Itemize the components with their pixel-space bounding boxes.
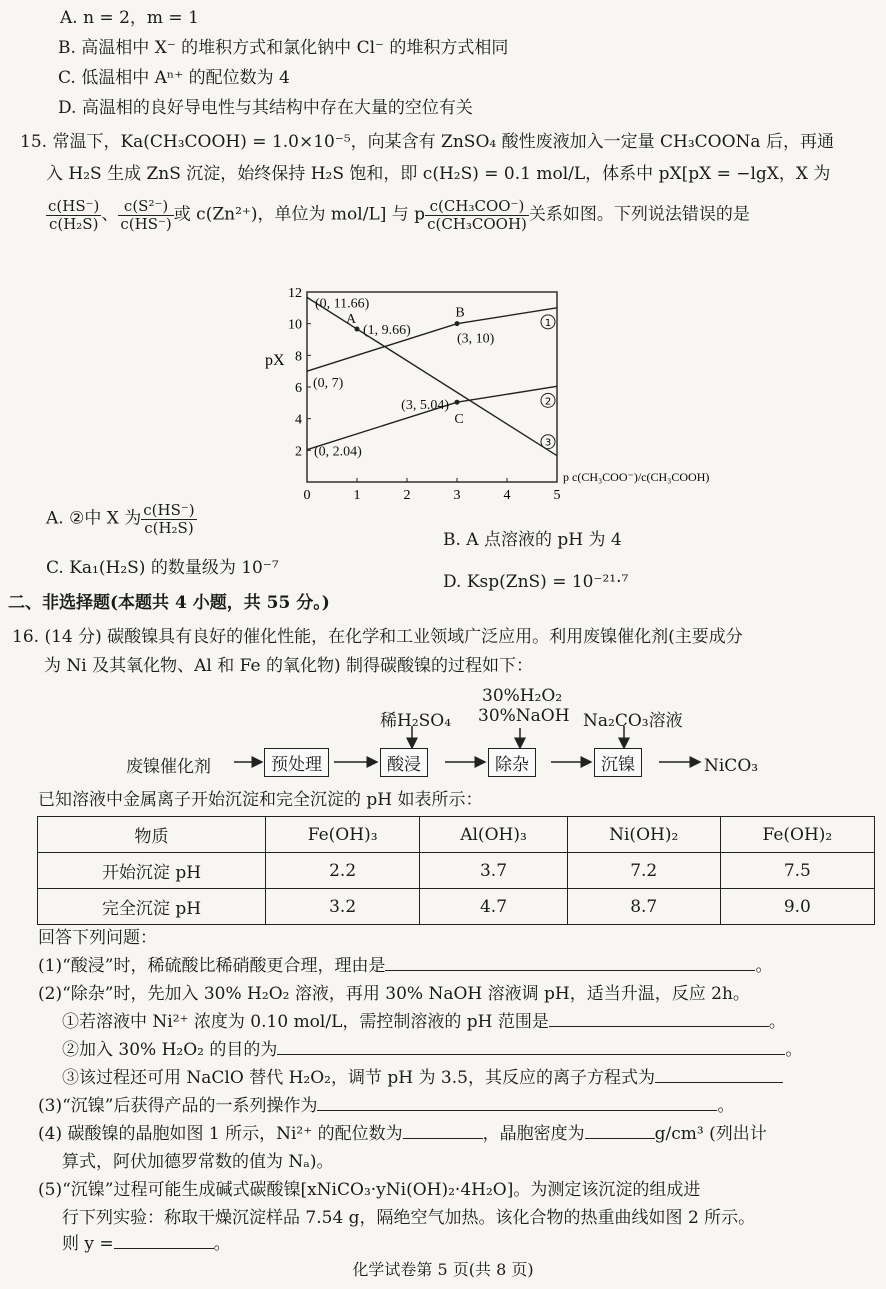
q16-sub5c: 则 y = 。 [62,1234,231,1254]
q14-option-b: B. 高温相中 X⁻ 的堆积方式和氯化钠中 Cl⁻ 的堆积方式相同 [58,38,509,58]
table-row [38,853,875,889]
table-cell: 3.7 [420,853,567,889]
q16-sub2-1: ①若溶液中 Ni²⁺ 浓度为 0.10 mol/L，需控制溶液的 pH 范围是 。 [62,1012,786,1032]
series-line [307,386,557,449]
q16-sub2-2: ②加入 30% H₂O₂ 的目的为 。 [62,1040,803,1060]
q16-sub2: (2)“除杂”时，先加入 30% H₂O₂ 溶液，再用 30% NaOH 溶液调 pH，适当升温，反应 2h。 [38,984,750,1004]
annotation-label: (3, 10) [457,331,495,347]
x-tick-label: 4 [503,488,511,503]
x-tick-label: 5 [553,488,561,503]
reagent-na2co3: Na₂CO₃溶液 [583,711,683,731]
x-tick-label: 1 [353,488,361,503]
frac-acetate: $\frac{\text{c(CH₃COO⁻)}}{\text{c(CH₃COOH)}}$ [427,197,527,233]
point-marker [455,400,460,405]
annotation-label: (0, 11.66) [315,296,370,312]
q16-sub4b: 算式，阿伏加德罗常数的值为 Nₐ)。 [62,1152,334,1172]
table-intro: 已知溶液中金属离子开始沉淀和完全沉淀的 pH 如表所示： [38,790,483,810]
series-label: 2 [544,396,552,408]
table-header: Al(OH)₃ [420,817,567,853]
y-tick-label: 10 [288,317,302,333]
px-chart [255,280,710,520]
q15-option-a: A. ②中 X 为 $\frac{c(HS^-)}{\text{c(H₂S)}}$ [46,501,195,537]
answer-intro: 回答下列问题： [38,928,157,948]
series-label: 1 [544,317,552,329]
table-cell: 3.2 [266,889,420,925]
table-cell: 7.2 [567,853,720,889]
y-tick-label: 6 [295,381,302,396]
table-header: Ni(OH)₂ [567,817,720,853]
flow-step-precipitate: 沉镍 [594,748,642,777]
reagent-h2so4: 稀H₂SO₄ [380,711,452,731]
q16-sub5: (5)“沉镍”过程可能生成碱式碳酸镍[xNiCO₃·yNi(OH)₂·4H₂O]。为测定该沉淀的组成进 [38,1180,701,1200]
q16-sub4: (4) 碳酸镍的晶胞如图 1 所示，Ni²⁺ 的配位数为 ，晶胞密度为 g/cm³ (列出计 [38,1124,767,1144]
q16-sub2-3: ③该过程还可用 NaClO 替代 H₂O₂，调节 pH 为 3.5，其反应的离子方程式为 [62,1068,783,1089]
y-tick-label: 12 [288,286,302,301]
series-line [307,305,557,371]
annotation-label: (0, 2.04) [314,444,362,460]
annotation-label: (0, 7) [313,376,344,392]
ph-table [37,816,875,925]
annotation-label: (1, 9.66) [363,323,411,339]
x-tick-label: 0 [303,488,311,503]
x-axis-label: p c(CH₃COO⁻)/c(CH₃COOH) [563,470,710,484]
flow-start: 废镍催化剂 [126,757,211,777]
table-cell: 开始沉淀 pH [38,853,266,889]
y-tick-label: 8 [295,349,302,365]
series-line [307,297,557,455]
reagent-h2o2: 30%H₂O₂ [482,686,563,706]
table-header-row [38,817,875,853]
q15-option-c: C. Ka₁(H₂S) 的数量级为 10⁻⁷ [46,558,279,578]
table-cell: 完全沉淀 pH [38,889,266,925]
q15-stem-line2: 入 H₂S 生成 ZnS 沉淀，始终保持 H₂S 饱和，即 c(H₂S) = 0.1 mol/L，体系中 pX[pX = −lgX，X 为 [46,164,831,184]
y-tick-label: 2 [295,444,302,460]
flow-end: NiCO₃ [704,756,759,776]
annotation-label: C [454,412,464,428]
q14-option-a: A. n = 2，m = 1 [60,8,199,28]
table-cell: 8.7 [567,889,720,925]
q16-sub1: (1)“酸浸”时，稀硫酸比稀硝酸更合理，理由是 。 [38,956,773,976]
table-header: Fe(OH)₂ [720,817,874,853]
annotation-label: A [345,312,357,328]
flow-step-pretreat: 预处理 [264,748,329,777]
q16-sub5b: 行下列实验：称取干燥沉淀样品 7.54 g，隔绝空气加热。该化合物的热重曲线如图 2 所示。 [62,1208,756,1228]
q16-stem-line2: 为 Ni 及其氧化物、Al 和 Fe 的氧化物) 制得碳酸镍的过程如下： [44,656,534,676]
q14-option-d: D. 高温相的良好导电性与其结构中存在大量的空位有关 [58,98,473,118]
point-marker [455,321,460,326]
table-cell: 7.5 [720,853,874,889]
q15-option-b: B. A 点溶液的 pH 为 4 [443,530,622,550]
y-tick-label: 4 [295,412,302,428]
q16-stem-line1: 16. (14 分) 碳酸镍具有良好的催化性能，在化学和工业领域广泛应用。利用废镍催化剂(主要成分 [12,627,743,647]
q16-sub3: (3)“沉镍”后获得产品的一系列操作为 。 [38,1096,735,1116]
frac-hs-h2s: $\frac{c(HS^-)}{\text{c(H₂S)}}$ [48,197,100,233]
q15-option-d: D. Ksp(ZnS) = 10⁻²¹·⁷ [443,572,629,592]
table-cell: 9.0 [720,889,874,925]
x-tick-label: 2 [403,488,411,503]
table-cell: 4.7 [420,889,567,925]
table-row [38,889,875,925]
table-cell: 2.2 [266,853,420,889]
page-footer: 化学试卷第 5 页(共 8 页) [352,1260,534,1279]
table-header: 物质 [38,817,266,853]
section-heading: 二、非选择题(本题共 4 小题，共 55 分。) [8,593,330,613]
flow-step-acid-leach: 酸浸 [380,748,428,777]
x-tick-label: 3 [453,488,461,503]
frac-s-hs: $\frac{\text{c(S²⁻)}}{c(HS^-)}$ [120,197,172,233]
annotation-label: B [455,305,465,321]
q14-option-c: C. 低温相中 Aⁿ⁺ 的配位数为 4 [58,68,290,88]
series-label: 3 [544,437,552,449]
q15-stem-line3: $\frac{c(HS^-)}{\text{c(H₂S)}}$ 、 $\frac{\text{c(S²⁻)}}{c(HS^-)}$ 或 c(Zn²⁺)，单位为 mol/L] 与 p $\frac{\text{c(CH₃COO⁻)}}{\text{c(CH₃COOH)}}$ 关系如图。下列说法错误的是 [48,197,750,233]
table-header: Fe(OH)₃ [266,817,420,853]
reagent-naoh: 30%NaOH [478,706,570,726]
y-axis-label: pX [265,351,285,369]
annotation-label: (3, 5.04) [401,398,449,414]
q15-stem-line1: 15. 常温下，Ka(CH₃COOH) = 1.0×10⁻⁵，向某含有 ZnSO₄ 酸性废液加入一定量 CH₃COONa 后，再通 [20,132,834,152]
flow-step-purify: 除杂 [488,748,536,777]
point-marker [355,327,360,332]
